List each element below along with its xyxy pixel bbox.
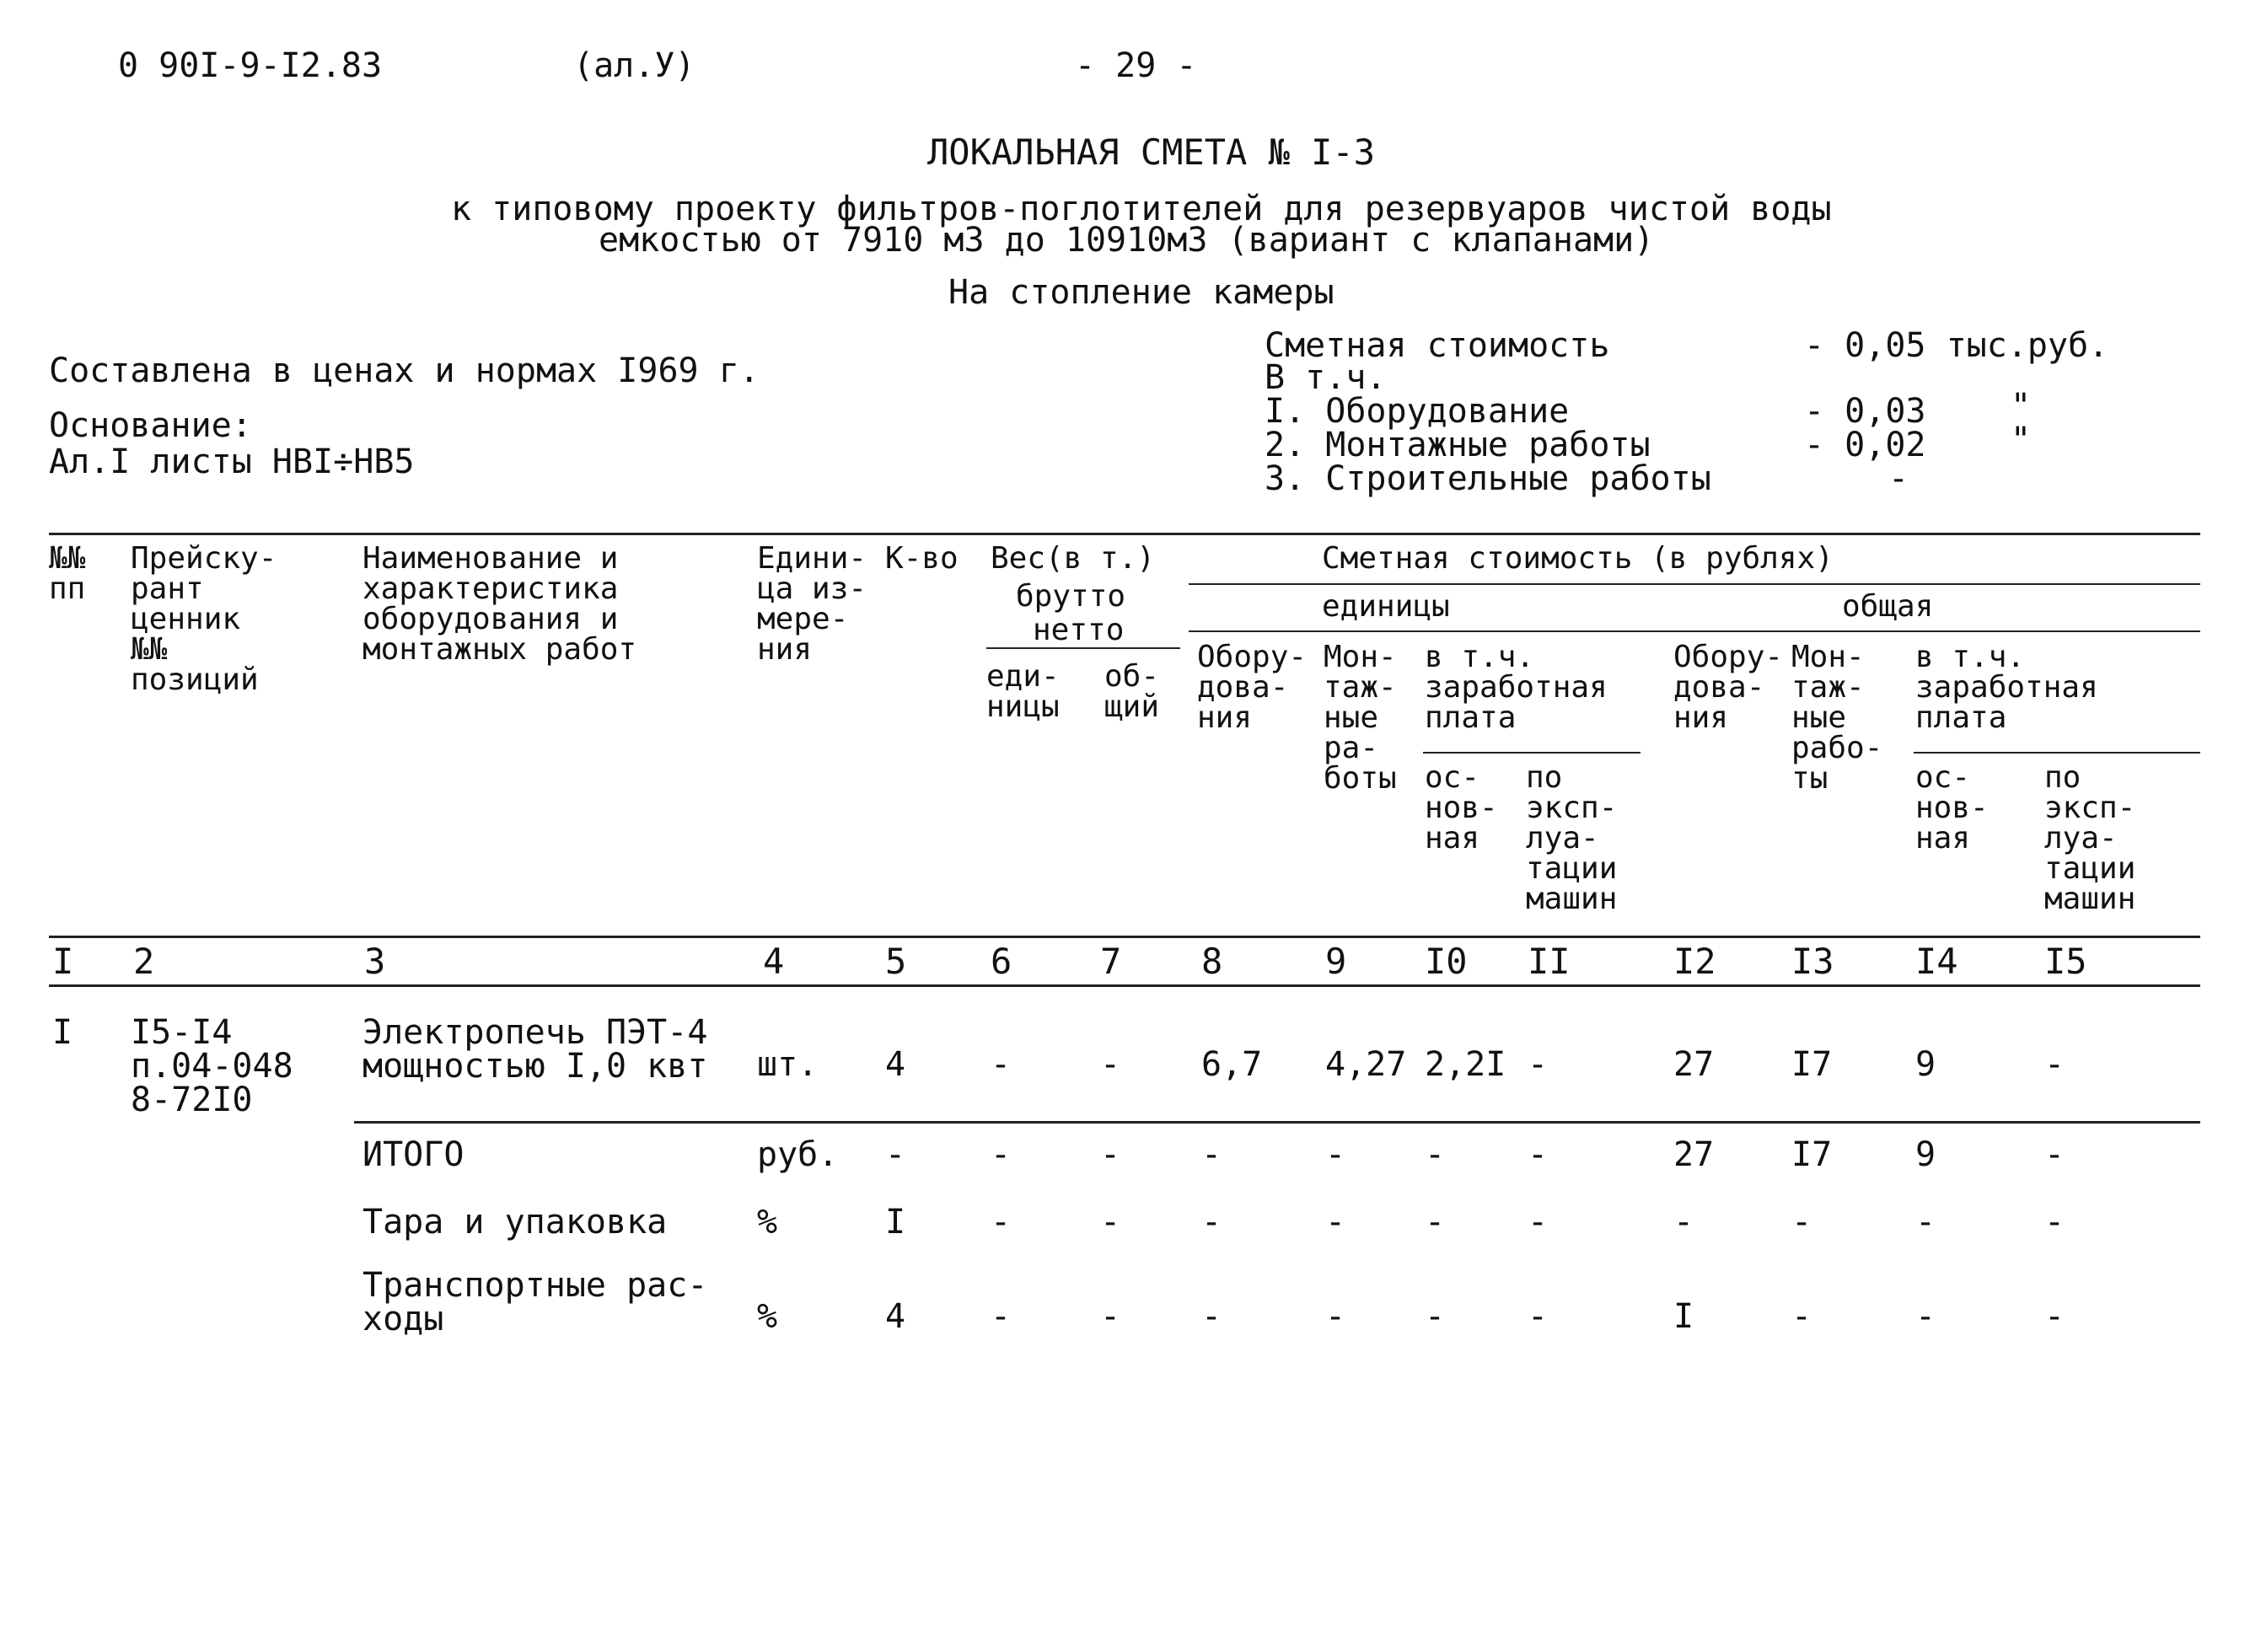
table-row-4-c11: -: [1528, 1297, 1549, 1336]
hdr-weight: Вес(в т.): [991, 541, 1156, 576]
total-cost-label: Сметная стоимость: [1265, 326, 1610, 365]
subtitle-line-1: к типовому проекту фильтров-поглотителей для резервуаров чистой воды: [451, 190, 1832, 228]
colnum-13: I3: [1791, 941, 1834, 982]
equipment-ditto: ": [2011, 387, 2032, 426]
hdr-col-5: К-во: [885, 541, 959, 576]
colnum-10: I0: [1425, 941, 1468, 982]
table-row-4-c15: -: [2044, 1297, 2065, 1336]
installation-value: - 0,02: [1804, 426, 1926, 464]
construction-label: 3. Строительные работы: [1265, 459, 1711, 498]
table-row-2-c7: -: [1100, 1135, 1121, 1174]
colnum-15: I5: [2044, 941, 2087, 982]
table-row-1-c6: -: [991, 1045, 1012, 1084]
hdr-cost: Сметная стоимость (в рублях): [1322, 541, 1834, 576]
table-row-4-c13: -: [1791, 1297, 1812, 1336]
wage-unit-rule: [1423, 752, 1641, 754]
page-number: - 29 -: [1075, 46, 1197, 85]
hdr-col-1: №№ пп: [49, 541, 86, 606]
colnum-6: 6: [991, 941, 1012, 982]
colnum-11: II: [1528, 941, 1571, 982]
subtitle-line-2: емкостью от 7910 м3 до 10910м3 (вариант с клапанами): [599, 221, 1655, 260]
basis-label: Основание:: [49, 406, 252, 445]
table-row-1-c10: 2,2I: [1425, 1045, 1506, 1084]
construction-value: -: [1888, 459, 1909, 498]
hdr-col-11: по эксп- луа- тации машин: [1526, 760, 1618, 916]
total-cost-value: - 0,05 тыс.руб.: [1804, 326, 2109, 365]
hdr-wage-unit: в т.ч. заработная плата: [1425, 640, 1608, 735]
table-row-3-c8: -: [1201, 1203, 1222, 1242]
table-row-3-c15: -: [2044, 1203, 2065, 1242]
album-ref: (ал.У): [573, 46, 695, 85]
weight-subrule: [986, 647, 1180, 649]
table-row-3-c3: Тара и упаковка: [362, 1203, 668, 1242]
hdr-col-10: ос- нов- ная: [1425, 760, 1498, 856]
table-row-3-c13: -: [1791, 1203, 1812, 1242]
colnum-12: I2: [1673, 941, 1716, 982]
table-row-4-c9: -: [1325, 1297, 1346, 1336]
hdr-total: общая: [1842, 589, 1934, 624]
table-row-1-c15: -: [2044, 1045, 2065, 1084]
subtitle-line-3: На стопление камеры: [948, 273, 1334, 312]
table-row-4-c5: 4: [885, 1297, 906, 1336]
table-row-4-c12: I: [1673, 1297, 1694, 1336]
colnum-2: 2: [133, 941, 155, 982]
hdr-brutto: брутто: [1016, 579, 1126, 614]
equipment-value: - 0,03: [1804, 392, 1926, 431]
table-row-1-c9: 4,27: [1325, 1045, 1407, 1084]
colnum-3: 3: [364, 941, 386, 982]
cost-header-rule: [1189, 583, 2200, 585]
wage-total-rule: [1914, 752, 2200, 754]
table-row-3-c10: -: [1425, 1203, 1446, 1242]
table-row-2-c10: -: [1425, 1135, 1446, 1174]
table-row-4-c14: -: [1915, 1297, 1936, 1336]
table-row-2-c8: -: [1201, 1135, 1222, 1174]
price-basis: Составлена в ценах и нормах I969 г.: [49, 351, 760, 390]
table-row-1-c8: 6,7: [1201, 1045, 1263, 1084]
table-top-rule: [49, 533, 2200, 535]
table-row-3-c5: I: [885, 1203, 906, 1242]
colnum-14: I4: [1915, 941, 1958, 982]
table-row-2-c5: -: [885, 1135, 906, 1174]
table-row-1-c7: -: [1100, 1045, 1121, 1084]
hdr-col-2: Прейску- рант ценник №№ позиций: [131, 541, 277, 697]
table-row-2-c3: ИТОГО: [362, 1135, 464, 1174]
hdr-col-15: по эксп- луа- тации машин: [2044, 760, 2136, 916]
table-row-4-c3: Транспортные рас- ходы: [362, 1266, 708, 1338]
table-row-1-c5: 4: [885, 1045, 906, 1084]
doc-code: 0 90I-9-I2.83: [118, 46, 383, 85]
hdr-col-9: Мон- таж- ные ра- боты: [1324, 640, 1397, 796]
table-row-4-c6: -: [991, 1297, 1012, 1336]
colnum-bottom-rule: [49, 984, 2200, 987]
table-row-4-c8: -: [1201, 1297, 1222, 1336]
colnum-4: 4: [763, 941, 785, 982]
hdr-netto: нетто: [1033, 613, 1125, 647]
table-row-1-c12: 27: [1673, 1045, 1715, 1084]
table-row-3-c9: -: [1325, 1203, 1346, 1242]
installation-ditto: ": [2011, 421, 2032, 459]
table-row-2-c13: I7: [1791, 1135, 1833, 1174]
hdr-unit: единицы: [1322, 589, 1450, 624]
colnum-8: 8: [1201, 941, 1223, 982]
table-row-2-c6: -: [991, 1135, 1012, 1174]
hdr-col-13: Мон- таж- ные рабо- ты: [1791, 640, 1883, 796]
table-row-1-c1: I: [52, 1013, 73, 1052]
incl-label: В т.ч.: [1265, 358, 1387, 397]
hdr-col-14: ос- нов- ная: [1915, 760, 1989, 856]
equipment-label: I. Оборудование: [1265, 392, 1570, 431]
table-row-1-c14: 9: [1915, 1045, 1936, 1084]
subtotal-rule: [354, 1121, 2200, 1124]
table-row-2-c4: руб.: [757, 1135, 839, 1174]
table-row-1-c4: шт.: [757, 1045, 819, 1084]
table-row-3-c6: -: [991, 1203, 1012, 1242]
table-row-4-c10: -: [1425, 1297, 1446, 1336]
table-row-3-c11: -: [1528, 1203, 1549, 1242]
table-row-2-c14: 9: [1915, 1135, 1936, 1174]
hdr-col-4: Едини- ца из- мере- ния: [757, 541, 867, 667]
hdr-col-12: Обору- дова- ния: [1673, 640, 1784, 735]
table-row-2-c11: -: [1528, 1135, 1549, 1174]
installation-label: 2. Монтажные работы: [1265, 426, 1651, 464]
basis-value: Ал.I листы НВI÷НВ5: [49, 442, 415, 481]
table-row-3-c14: -: [1915, 1203, 1936, 1242]
unit-total-rule: [1189, 630, 2200, 632]
hdr-col-7: об- щий: [1104, 659, 1160, 724]
hdr-wage-total: в т.ч. заработная плата: [1915, 640, 2098, 735]
table-row-3-c12: -: [1673, 1203, 1694, 1242]
hdr-col-6: еди- ницы: [986, 659, 1060, 724]
colnum-9: 9: [1325, 941, 1347, 982]
table-row-4-c4: %: [757, 1297, 778, 1336]
colnum-5: 5: [885, 941, 907, 982]
table-row-1-c13: I7: [1791, 1045, 1833, 1084]
estimate-title: ЛОКАЛЬНАЯ СМЕТА № I-3: [927, 131, 1376, 173]
table-row-2-c12: 27: [1673, 1135, 1715, 1174]
table-row-3-c4: %: [757, 1203, 778, 1242]
table-row-1-c3: Электропечь ПЭТ-4 мощностью I,0 квт: [362, 1013, 708, 1086]
table-row-1-c2: I5-I4 п.04-048 8-72I0: [131, 1013, 293, 1119]
colnum-7: 7: [1100, 941, 1122, 982]
hdr-col-8: Обору- дова- ния: [1197, 640, 1308, 735]
table-row-2-c9: -: [1325, 1135, 1346, 1174]
header-bottom-rule: [49, 936, 2200, 938]
table-row-4-c7: -: [1100, 1297, 1121, 1336]
table-row-1-c11: -: [1528, 1045, 1549, 1084]
table-row-2-c15: -: [2044, 1135, 2065, 1174]
table-row-3-c7: -: [1100, 1203, 1121, 1242]
hdr-col-3: Наименование и характеристика оборудования и монтажных работ: [362, 541, 637, 667]
colnum-1: I: [52, 941, 74, 982]
